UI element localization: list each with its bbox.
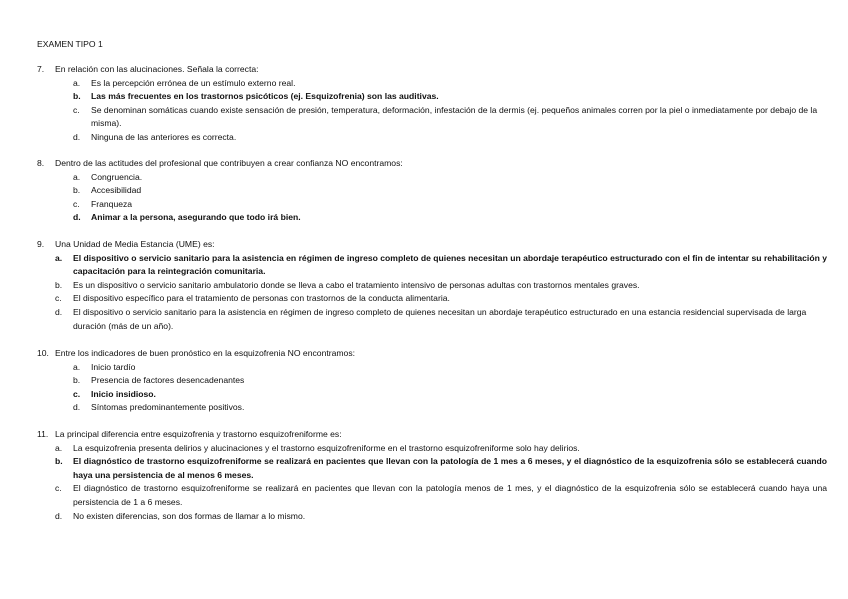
option-text: El diagnóstico de trastorno esquizofreniforme se realizará en pacientes que llevan con la patología menos de 1 mes, y el diagnóstico de la esquizofrenia sólo se establecerá cuando haya una persistencia de 1 a 6 meses. [73,483,827,507]
question-number: 8. [37,158,45,168]
option-letter: b. [55,279,63,290]
option-letter: d. [73,212,81,223]
option-text: El dispositivo o servicio sanitario para la asistencia en régimen de ingreso completo de quienes necesitan un abordaje terapéutico estructurado en una estancia residencial supervisada de larga duración (más de un año). [73,306,807,331]
option-text: Es la percepción errónea de un estímulo externo real. [91,77,296,88]
option-b [37,374,827,388]
option-text: Franqueza [91,198,133,209]
option-text: Inicio insidioso. [91,388,156,399]
option-text: El diagnóstico de trastorno esquizofreniforme se realizará en pacientes que llevan con la patología de 1 mes a 6 meses, y el diagnóstico de la esquizofrenia sólo se establecerá cuando haya una persistencia de al menos 6 meses. [73,456,827,480]
option-letter: b. [55,456,63,467]
option-letter: c. [55,293,62,304]
option-letter: a. [73,361,81,372]
option-a-correct [37,252,827,279]
question-text: La principal diferencia entre esquizofrenia y trastorno esquizofreniforme es: [55,429,342,439]
question-9 [37,238,827,333]
option-d [37,510,827,524]
option-letter: a. [55,442,63,453]
option-a [37,442,827,456]
option-letter: c. [55,483,62,494]
option-text: El dispositivo específico para el tratamiento de personas con trastornos de la conducta alimentaria. [73,293,450,304]
option-d [37,131,827,145]
option-text: Presencia de factores desencadenantes [91,375,245,386]
option-text: Las más frecuentes en los trastornos psicóticos (ej. Esquizofrenia) son las auditivas. [91,91,439,102]
option-b-correct [37,455,827,482]
option-letter: d. [73,131,81,142]
question-text: Una Unidad de Media Estancia (UME) es: [55,239,215,249]
option-letter: a. [73,77,81,88]
option-d [37,401,827,415]
question-number: 11. [37,429,49,439]
option-letter: b. [73,185,81,196]
option-c-correct [37,388,827,402]
option-d-correct [37,211,827,225]
option-c [37,104,827,131]
option-letter: a. [73,171,81,182]
option-c [37,292,827,306]
option-text: El dispositivo o servicio sanitario para la asistencia en régimen de ingreso completo de quienes necesitan un abordaje terapéutico estructurado con el fin de intentar su rehabilitación y capacitación para la reintegración comunitaria. [73,252,827,277]
option-letter: c. [73,198,80,209]
question-text: Entre los indicadores de buen pronóstico en la esquizofrenia NO encontramos: [55,348,356,358]
option-letter: d. [55,306,63,317]
question-number: 9. [37,239,45,249]
exam-title: EXAMEN TIPO 1 [37,39,103,49]
option-text: Inicio tardío [91,361,136,372]
option-a [37,171,827,185]
question-7 [37,63,827,145]
option-text: Accesibilidad [91,185,142,196]
option-letter: b. [73,91,81,102]
option-letter: d. [73,402,81,413]
option-letter: b. [73,375,81,386]
question-10 [37,347,827,415]
option-text: Animar a la persona, asegurando que todo irá bien. [91,212,301,223]
option-b-correct [37,90,827,104]
option-text: Congruencia. [91,171,143,182]
question-number: 10. [37,348,49,358]
option-b [37,279,827,293]
option-letter: c. [73,388,81,399]
option-text: No existen diferencias, son dos formas de llamar a lo mismo. [73,510,306,521]
question-8 [37,157,827,225]
question-11 [37,428,827,523]
question-text: Dentro de las actitudes del profesional que contribuyen a crear confianza NO encontramos: [55,158,403,168]
question-text: En relación con las alucinaciones. Señala la correcta: [55,64,259,74]
option-letter: a. [55,252,63,263]
option-b [37,184,827,198]
option-text: Es un dispositivo o servicio sanitario ambulatorio donde se lleva a cabo el tratamiento intensivo de personas adultas con trastornos mentales graves. [73,279,640,290]
option-letter: c. [73,104,80,115]
option-text: Ninguna de las anteriores es correcta. [91,131,237,142]
option-text: Síntomas predominantemente positivos. [91,402,245,413]
option-c [37,198,827,212]
option-d [37,306,827,333]
question-number: 7. [37,64,45,74]
option-a [37,361,827,375]
option-letter: d. [55,510,63,521]
option-text: La esquizofrenia presenta delirios y alucinaciones y el trastorno esquizofreniforme en el trastorno esquizofreniforme solo hay delirios. [73,442,580,453]
option-text: Se denominan somáticas cuando existe sensación de presión, temperatura, deformación, infestación de la dermis (ej. pequeños animales corren por la piel o inmediatamente por debajo de la misma). [91,104,818,129]
option-a [37,77,827,91]
option-c [37,482,827,509]
